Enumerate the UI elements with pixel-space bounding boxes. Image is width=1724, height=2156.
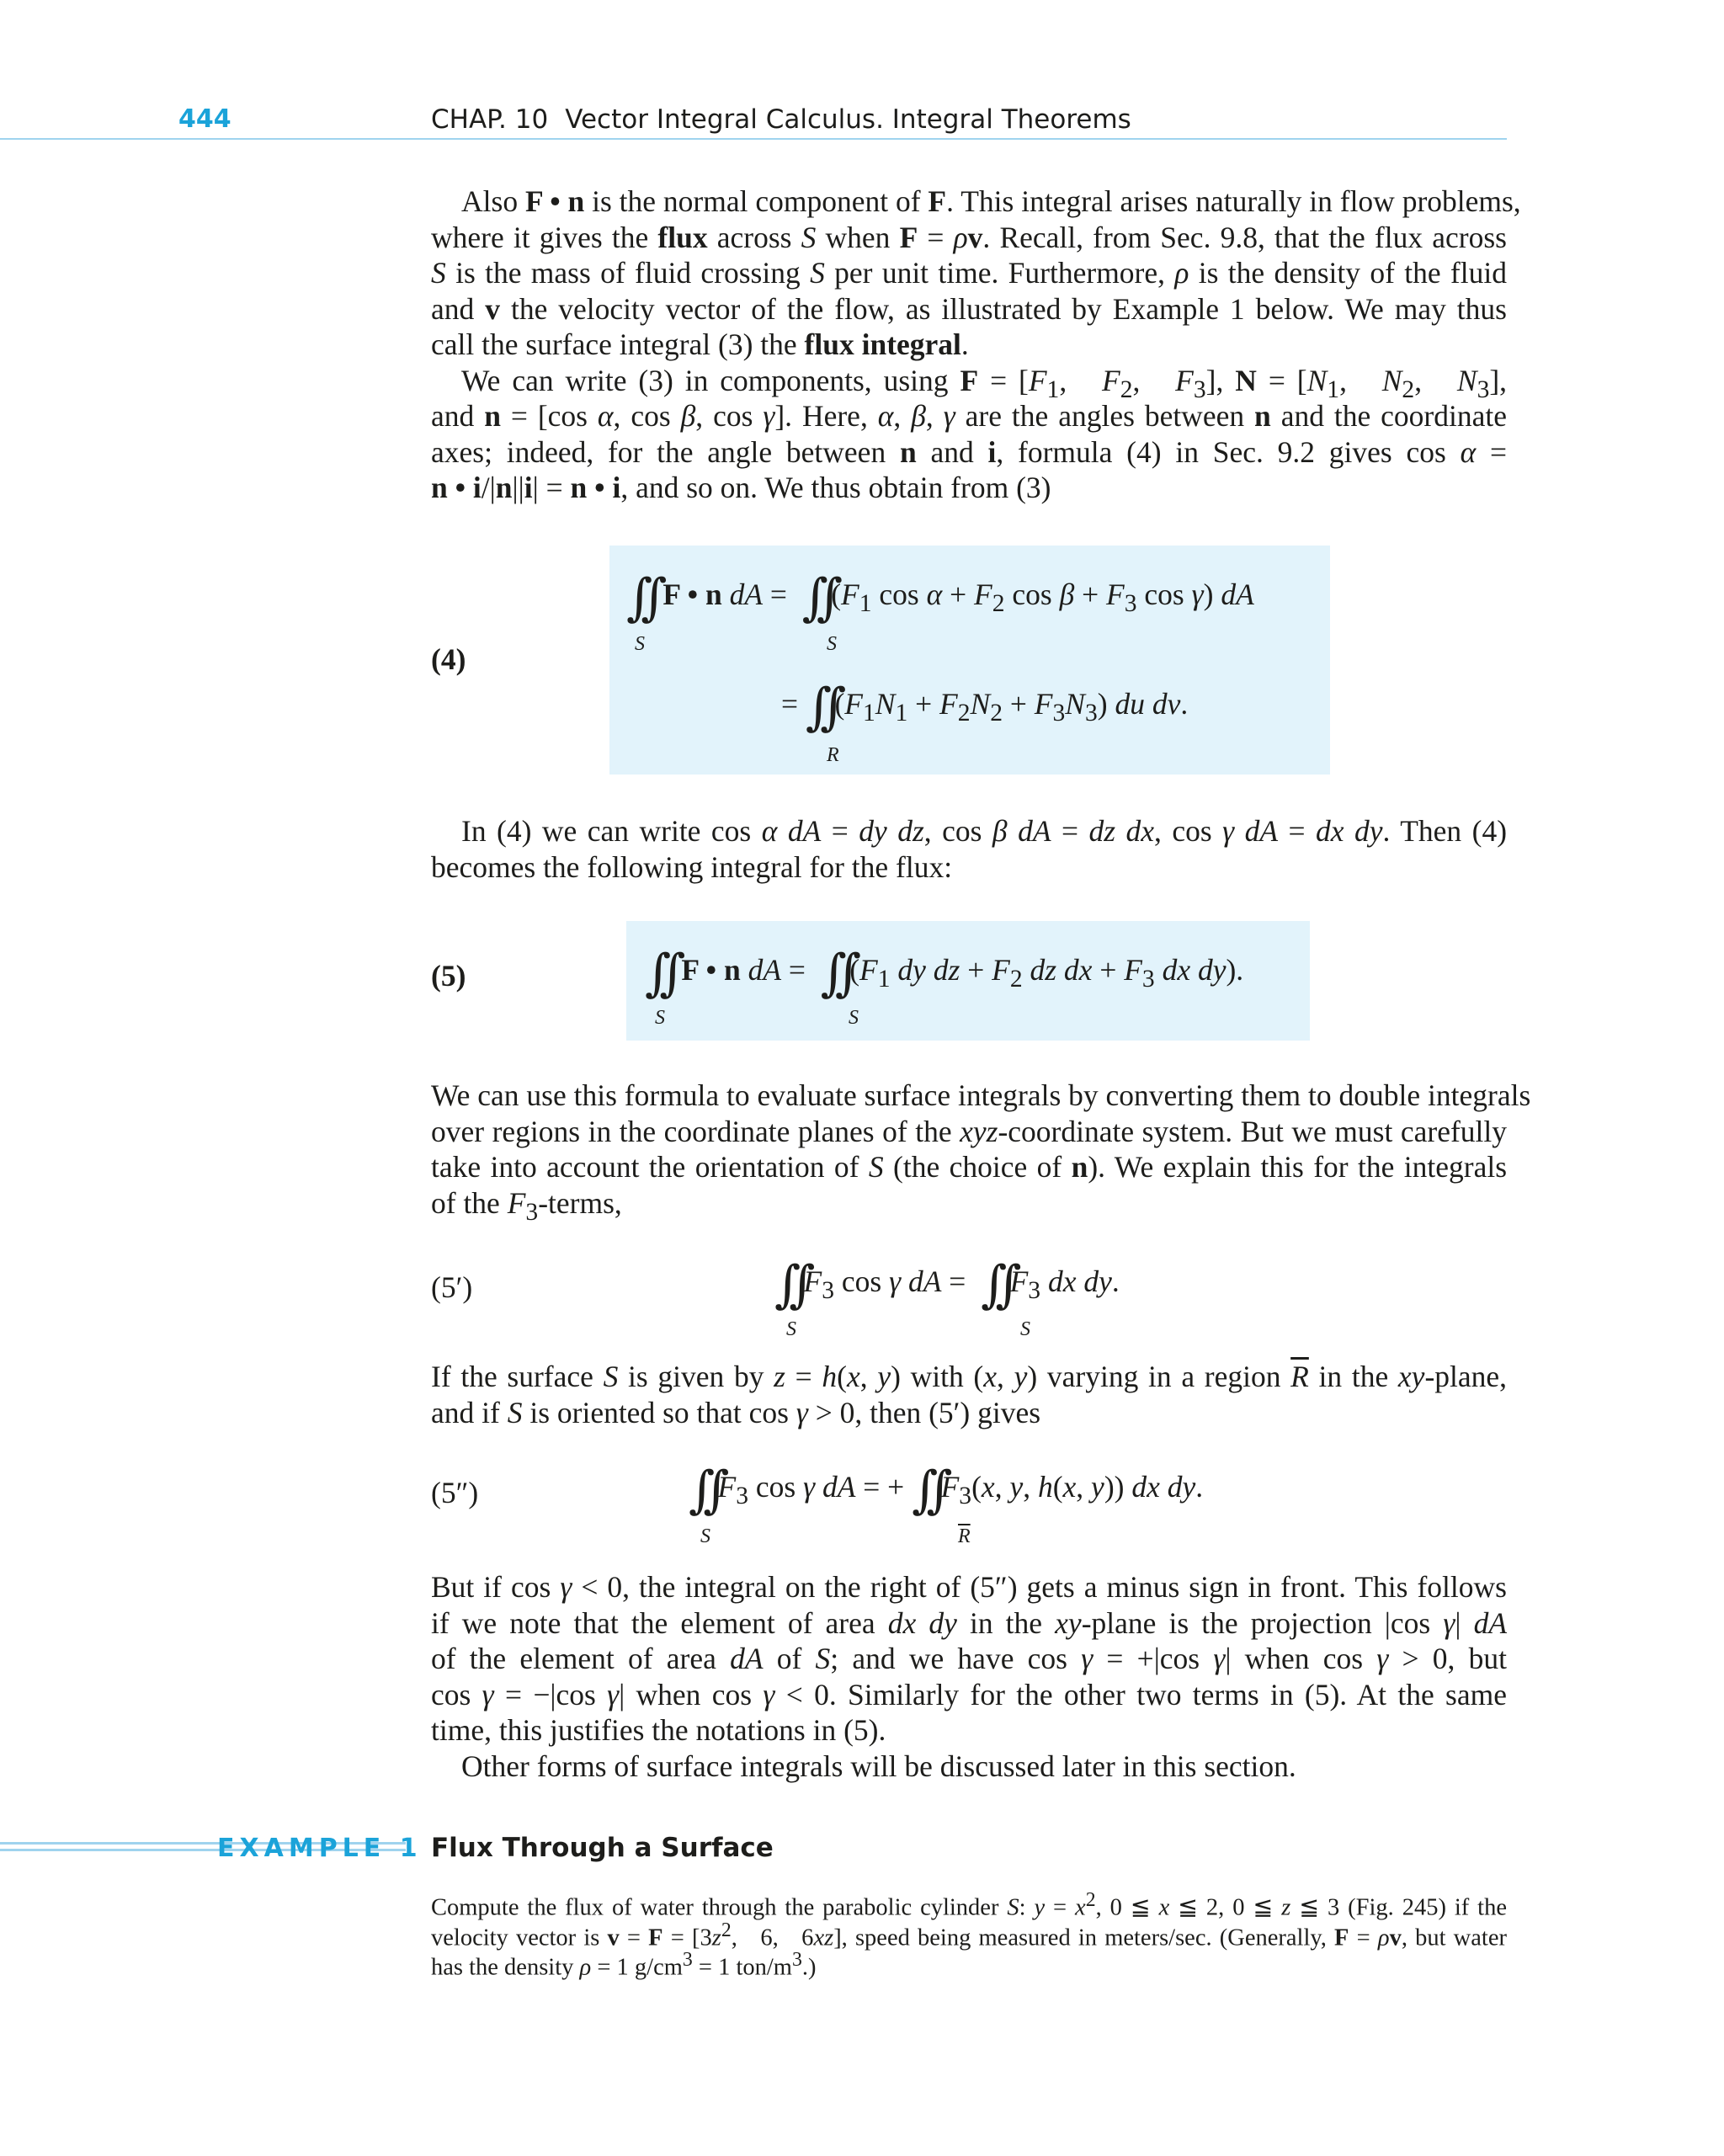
chapter-title: Vector Integral Calculus. Integral Theorems xyxy=(565,104,1131,135)
paragraph-orientation: We can use this formula to evaluate surface integrals by converting them to double integrals over regions in the coordinate planes of the xyz-coordinate system. But we must carefully take into account the orientation of S (the choice of n). We explain this for the integrals of the $F_3$-terms, xyxy=(431,1078,1531,1226)
equation-5: ∫∫ F • n dA = $\int\int(F_1$ dy dz + $F_2$ dz dx + $F_3$ dx dy). xyxy=(645,944,1244,1003)
paragraph-surface-given: If the surface S is given by z = h(x, y) with (x, y) varying in a region $\overline{R}$ in the xy-plane, and if S is oriented so that cos γ > 0, then (5′) gives xyxy=(431,1360,1508,1429)
chapter-number: CHAP. 10 xyxy=(431,104,549,135)
example-title: Flux Through a Surface xyxy=(431,1833,774,1863)
closing-line: Other forms of surface integrals will be discussed later in this section. xyxy=(461,1749,1296,1783)
example-label: EXAMPLE 1 xyxy=(217,1834,423,1863)
equation-4-label: (4) xyxy=(431,642,466,676)
running-header xyxy=(431,104,1131,135)
example-body: Compute the flux of water through the parabolic cylinder S: $y = x^2$, 0 ≦ x ≦ 2, 0 ≦ z ≦ 3 (Fig. 245) if the velocity vector is $v = F = [3z^2$, 6, 6xz], speed being measured in meters/sec. (Generally, F = ρv, but water has the density ρ = 1 $g/cm^3 = 1$ ton/$m^3$.) xyxy=(431,1889,1508,1981)
equation-5-double-prime-label: (5″) xyxy=(431,1476,479,1509)
equation-5-double-prime: $\int\int F_3$ cos γ dA = + $\int\int F_3(x$, y, h(x, y)) dx dy. xyxy=(689,1461,1204,1520)
page-number: 444 xyxy=(178,104,231,134)
paragraph-flux-intro: Also F • n is the normal component of F. This integral arises naturally in flow problems, where it gives the flux across S when F = ρv. Recall, from Sec. 9.8, that the flux across S is the mass of fluid crossing S per unit time. Furthermore, ρ is the density of the fluid and v the velocity vector of the flow, as illustrated by Example 1 below. We may thus call the surface integral (3) the flux integral. We can write (3) in components, using $F = [F_1$, $F_2$, $F_3$], $N = [N_1$, $N_2$, $N_3$], and n = [cos α, cos β, cos γ]. Here, α, β, γ are the angles between n and the coordinate axes; indeed, for the angle between n and i, formula (4) in Sec. 9.2 gives cos α = n • i/|n||i| = n • i, and so on. We thus obtain from (3) xyxy=(431,184,1521,504)
equation-4-line-2: = $\int\int(F_1N_1 + F_2N_2 + F_3N_3)$ du dv. xyxy=(781,678,1189,737)
paragraph-flux-components: In (4) we can write cos α dA = dy dz, cos β dA = dz dx, cos γ dA = dx dy. Then (4) becomes the following integral for the flux: xyxy=(431,814,1508,884)
equation-5-label: (5) xyxy=(431,959,466,993)
equation-5-prime: $\int\int F_3$ cos γ dA = $\int\int F_3$ dx dy. xyxy=(774,1255,1120,1314)
equation-4-line-1: ∫∫ F • n dA = $\int\int(F_1$ $\cos \alpha + F_2$ $\cos \beta + F_3$ cos γ) dA xyxy=(626,568,1254,627)
equation-5-prime-label: (5′) xyxy=(431,1270,473,1304)
header-rule xyxy=(0,138,1507,140)
paragraph-negative-case: But if cos γ < 0, the integral on the right of (5″) gets a minus sign in front. This follows if we note that the element of area dx dy in the xy-plane is the projection |cos γ| dA of the element of area dA of S; and we have cos γ = +|cos γ| when cos γ > 0, but cos γ = −|cos γ| when cos γ < 0. Similarly for the other two terms in (5). At the same time, this justifies the notations in (5). Other forms of surface integrals will be discussed later in this section. xyxy=(431,1570,1507,1783)
